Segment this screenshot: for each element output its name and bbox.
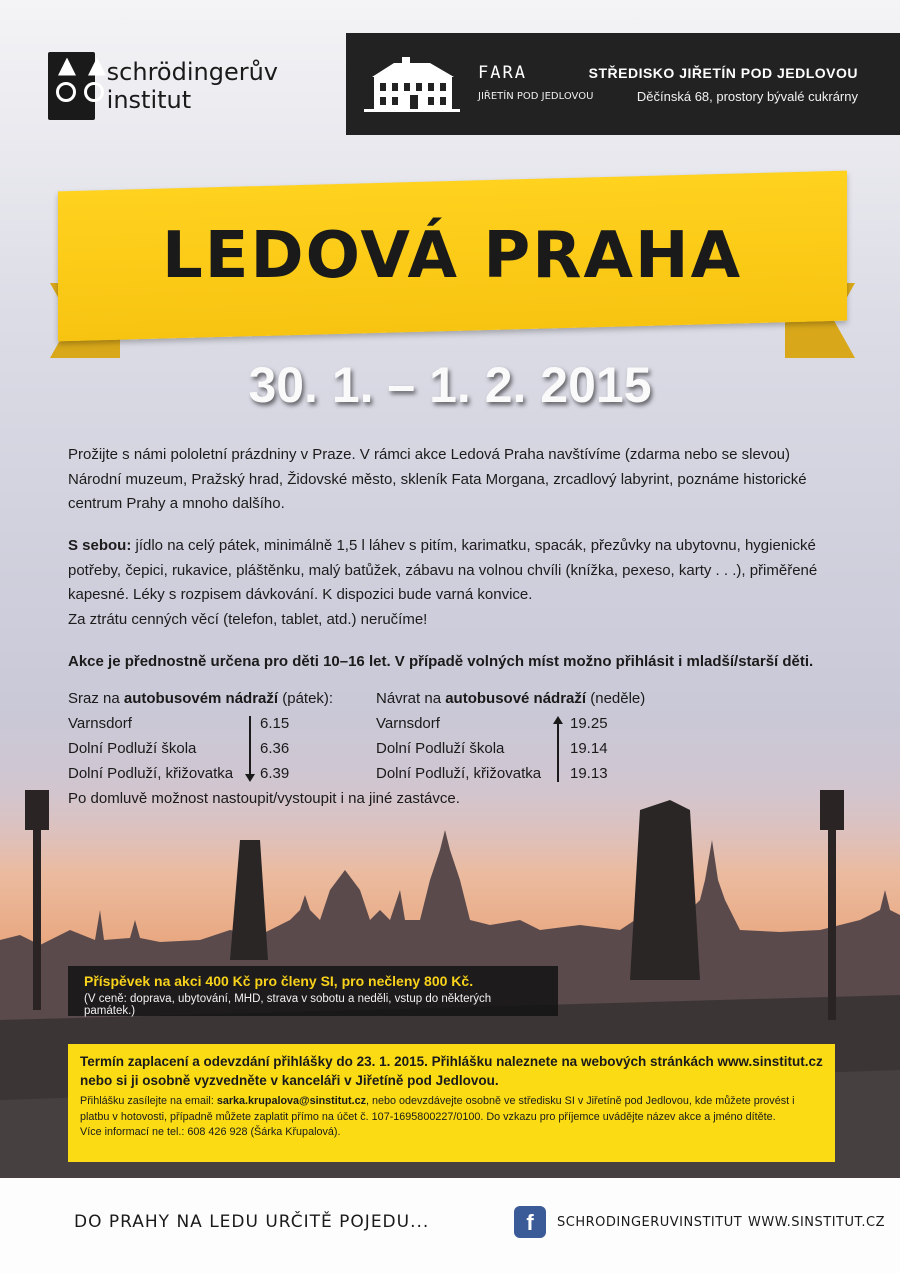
return-heading: Návrat na autobusové nádraží (neděle) bbox=[376, 690, 646, 707]
other-stop-note: Po domluvě možnost nastoupit/vystoupit i na jiné zastávce. bbox=[68, 790, 460, 807]
venue-banner bbox=[346, 33, 900, 135]
schrodinger-institute-logo bbox=[48, 48, 278, 123]
valuables-note: Za ztrátu cenných věcí (telefon, tablet, atd.) neručíme! bbox=[68, 610, 428, 628]
event-date: 30. 1. – 1. 2. 2015 bbox=[248, 357, 652, 413]
return-stop: Dolní Podluží škola 19.14 bbox=[376, 740, 608, 757]
age-note: Akce je přednostně určena pro děti 10–16 let. V případě volných míst možno přihlásit i mladší/starší děti. bbox=[68, 653, 814, 670]
price-main: Příspěvek na akci 400 Kč pro členy SI, pro nečleny 800 Kč. bbox=[84, 973, 474, 989]
arrow-up-icon bbox=[557, 718, 559, 782]
logo-text-line1: schrödingerův bbox=[106, 57, 278, 86]
registration-deadline: Termín zaplacení a odevzdání přihlášky do 23. 1. 2015. Přihlášku naleznete na webových stránkách www.sinstitut.cz nebo si ji osobně vyzvedněte v kanceláři v Jiřetíně pod Jedlovou. bbox=[80, 1054, 823, 1088]
return-schedule bbox=[376, 686, 696, 786]
parish-house-icon bbox=[364, 55, 460, 113]
return-stop: Varnsdorf 19.25 bbox=[376, 715, 608, 732]
logo-wordmark bbox=[107, 58, 278, 114]
departure-stop: Dolní Podluží, křižovatka 6.39 bbox=[68, 765, 290, 782]
departure-stop: Varnsdorf 6.15 bbox=[68, 715, 290, 732]
fara-subtitle: JIŘETÍN POD JEDLOVOU bbox=[478, 91, 594, 102]
venue-info bbox=[589, 65, 858, 104]
facebook-page-link[interactable]: SCHRODINGERUVINSTITUT bbox=[557, 1215, 743, 1230]
packing-label: S sebou: bbox=[68, 537, 132, 554]
cat-logo-icon bbox=[48, 52, 95, 120]
packing-list bbox=[68, 534, 838, 632]
registration-details: Přihlášku zasílejte na email: sarka.krupalova@sinstitut.cz, nebo odevzdávejte osobně ve středisku SI v Jiřetíně pod Jedlovou, kde můžete provést i platbu v hotovosti, případně můžete zaplatit přímo na účet č. 107-1695800227/0100. Do vzkazu pro příjemce uvádějte název akce a jméno dítěte. Více informací ne tel.: 608 426 928 (Šárka Křupalová). bbox=[80, 1095, 795, 1138]
footer-slogan: DO PRAHY NA LEDU URČITĚ POJEDU... bbox=[74, 1212, 430, 1232]
email-link[interactable]: sarka.krupalova@sinstitut.cz bbox=[216, 1095, 366, 1107]
price-box bbox=[68, 966, 558, 1016]
footer-website-link[interactable]: WWW.SINSTITUT.CZ bbox=[748, 1215, 886, 1230]
departure-stop: Dolní Podluží škola 6.36 bbox=[68, 740, 290, 757]
event-title: LEDOVÁ PRAHA bbox=[162, 219, 743, 293]
website-link[interactable]: www.sinstitut.cz bbox=[717, 1054, 823, 1069]
registration-info-box bbox=[68, 1044, 835, 1162]
venue-title: STŘEDISKO JIŘETÍN POD JEDLOVOU bbox=[588, 65, 858, 81]
fara-title: FARA bbox=[478, 63, 527, 83]
return-stop: Dolní Podluží, křižovatka 19.13 bbox=[376, 765, 608, 782]
facebook-icon[interactable]: f bbox=[514, 1206, 546, 1238]
intro-paragraph: Prožijte s námi pololetní prázdniny v Praze. V rámci akce Ledová Praha navštívíme (zdarma nebo se slevou) Národní muzeum, Pražský hrad, Židovské město, skleník Fata Morgana, zrcadlový labyrint, poznáme historické centrum Prahy a mnoho dalšího. bbox=[68, 446, 807, 512]
venue-address: Děčínská 68, prostory bývalé cukrárny bbox=[636, 89, 858, 104]
title-ribbon bbox=[50, 175, 855, 365]
logo-text-line2: institut bbox=[106, 85, 192, 114]
contact-phone: Více informací ne tel.: 608 426 928 (Šárka Křupalová). bbox=[80, 1126, 341, 1138]
price-details: (V ceně: doprava, ubytování, MHD, strava v sobotu a neděli, vstup do některých památek.) bbox=[84, 993, 492, 1017]
departure-schedule bbox=[68, 686, 368, 786]
arrow-down-icon bbox=[249, 716, 251, 780]
departure-heading: Sraz na autobusovém nádraží (pátek): bbox=[68, 690, 334, 707]
packing-items: jídlo na celý pátek, minimálně 1,5 l láhev s pitím, karimatku, spacák, přezůvky na ubytovnu, hygienické potřeby, čepici, rukavice, pláštěnku, malý batůžek, zábavu na volnou chvíli (knížka, pexeso, karty . . .), přiměřené kapesné. Léky s rozpisem dávkování. K dispozici bude varná konvice. bbox=[68, 537, 818, 603]
